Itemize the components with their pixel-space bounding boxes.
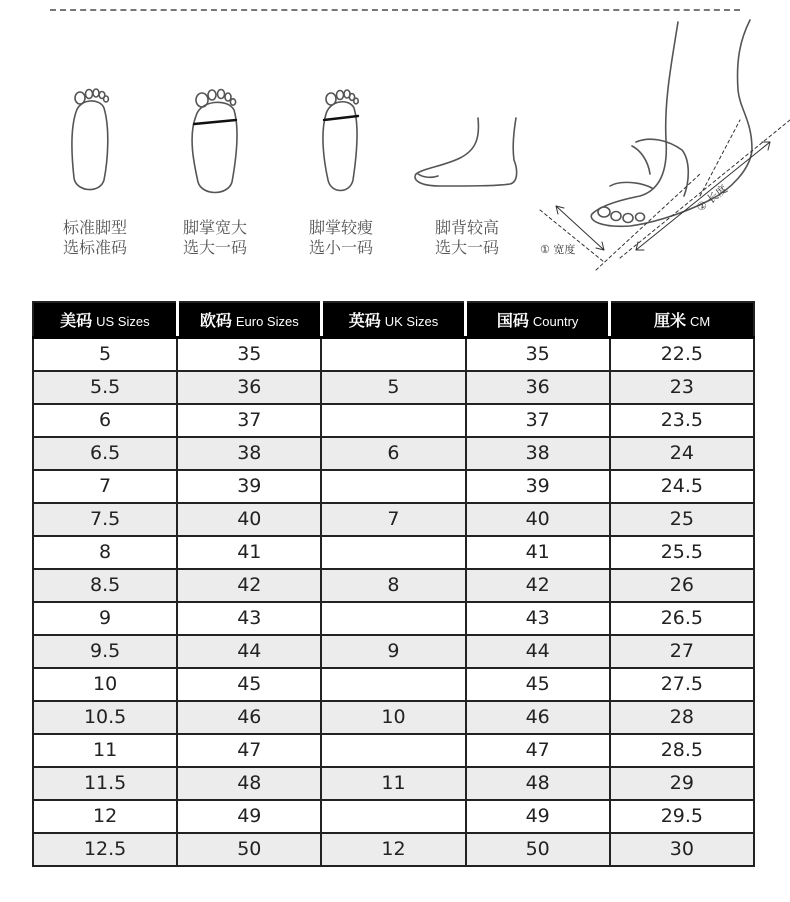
country-size-cell: 48 <box>466 767 610 800</box>
header-cn-label: 美码 <box>60 311 93 330</box>
us-size-cell: 12.5 <box>33 833 177 866</box>
length-measure-label: ② 长度 <box>694 182 730 215</box>
uk-size-cell <box>321 404 465 437</box>
euro-size-cell: 47 <box>177 734 321 767</box>
country-size-cell: 37 <box>466 404 610 437</box>
cm-cell: 29 <box>610 767 754 800</box>
size-chart-header-row <box>33 302 754 338</box>
uk-size-cell <box>321 800 465 833</box>
us-size-header <box>33 302 177 338</box>
country-size-cell: 35 <box>466 338 610 372</box>
foot-caption-wide: 脚掌宽大 选大一码 <box>182 218 247 257</box>
wide-foot-icon <box>192 90 237 193</box>
country-size-cell: 49 <box>466 800 610 833</box>
us-size-cell: 10.5 <box>33 701 177 734</box>
cm-cell: 24 <box>610 437 754 470</box>
euro-size-header <box>177 302 321 338</box>
country-size-cell: 45 <box>466 668 610 701</box>
euro-size-cell: 37 <box>177 404 321 437</box>
cm-cell: 28.5 <box>610 734 754 767</box>
country-size-cell: 36 <box>466 371 610 404</box>
country-size-cell: 42 <box>466 569 610 602</box>
narrow-foot-icon <box>323 90 358 191</box>
cm-cell: 29.5 <box>610 800 754 833</box>
table-row <box>33 800 754 833</box>
uk-size-cell: 9 <box>321 635 465 668</box>
header-cn-label: 国码 <box>496 311 529 330</box>
euro-size-cell: 38 <box>177 437 321 470</box>
cm-cell: 23 <box>610 371 754 404</box>
us-size-cell: 11.5 <box>33 767 177 800</box>
table-row <box>33 635 754 668</box>
uk-size-cell: 12 <box>321 833 465 866</box>
cm-cell: 27.5 <box>610 668 754 701</box>
cm-cell: 26.5 <box>610 602 754 635</box>
uk-size-cell: 8 <box>321 569 465 602</box>
us-size-cell: 8 <box>33 536 177 569</box>
country-size-cell: 50 <box>466 833 610 866</box>
euro-size-cell: 50 <box>177 833 321 866</box>
size-chart-body <box>33 338 754 867</box>
table-row <box>33 503 754 536</box>
country-size-cell: 41 <box>466 536 610 569</box>
euro-size-cell: 43 <box>177 602 321 635</box>
cm-cell: 27 <box>610 635 754 668</box>
uk-size-cell: 6 <box>321 437 465 470</box>
table-row <box>33 536 754 569</box>
table-row <box>33 767 754 800</box>
uk-size-cell <box>321 668 465 701</box>
width-measure-label: ① 宽度 <box>540 243 576 256</box>
country-size-cell: 46 <box>466 701 610 734</box>
country-size-cell: 39 <box>466 470 610 503</box>
uk-size-cell <box>321 338 465 372</box>
cm-cell: 26 <box>610 569 754 602</box>
us-size-cell: 12 <box>33 800 177 833</box>
euro-size-cell: 45 <box>177 668 321 701</box>
size-chart-table <box>32 301 755 867</box>
uk-size-cell <box>321 602 465 635</box>
euro-size-cell: 35 <box>177 338 321 372</box>
euro-size-cell: 44 <box>177 635 321 668</box>
cm-header <box>610 302 754 338</box>
euro-size-cell: 42 <box>177 569 321 602</box>
us-size-cell: 7.5 <box>33 503 177 536</box>
uk-size-cell: 5 <box>321 371 465 404</box>
us-size-cell: 5 <box>33 338 177 372</box>
euro-size-cell: 46 <box>177 701 321 734</box>
cm-cell: 25 <box>610 503 754 536</box>
country-size-cell: 44 <box>466 635 610 668</box>
country-size-cell: 38 <box>466 437 610 470</box>
header-cn-label: 欧码 <box>199 311 232 330</box>
high-instep-foot-icon <box>415 118 517 186</box>
table-row <box>33 701 754 734</box>
country-size-cell: 43 <box>466 602 610 635</box>
uk-size-header <box>321 302 465 338</box>
us-size-cell: 10 <box>33 668 177 701</box>
euro-size-cell: 39 <box>177 470 321 503</box>
us-size-cell: 6.5 <box>33 437 177 470</box>
header-en-label: Country <box>532 314 579 329</box>
table-row <box>33 338 754 372</box>
table-row <box>33 404 754 437</box>
table-row <box>33 602 754 635</box>
us-size-cell: 8.5 <box>33 569 177 602</box>
table-row <box>33 569 754 602</box>
us-size-cell: 9 <box>33 602 177 635</box>
table-row <box>33 734 754 767</box>
country-size-header <box>466 302 610 338</box>
us-size-cell: 6 <box>33 404 177 437</box>
header-en-label: UK Sizes <box>384 314 439 329</box>
table-row <box>33 437 754 470</box>
uk-size-cell: 11 <box>321 767 465 800</box>
cm-cell: 24.5 <box>610 470 754 503</box>
header-cn-label: 英码 <box>348 311 381 330</box>
euro-size-cell: 41 <box>177 536 321 569</box>
table-row <box>33 371 754 404</box>
header-cn-label: 厘米 <box>654 311 687 330</box>
cm-cell: 22.5 <box>610 338 754 372</box>
foot-caption-narrow: 脚掌较瘦 选小一码 <box>308 218 373 257</box>
cm-cell: 25.5 <box>610 536 754 569</box>
uk-size-cell: 10 <box>321 701 465 734</box>
uk-size-cell <box>321 734 465 767</box>
euro-size-cell: 36 <box>177 371 321 404</box>
foot-caption-standard: 标准脚型 选标准码 <box>62 218 127 257</box>
standard-foot-icon <box>72 89 108 190</box>
country-size-cell: 47 <box>466 734 610 767</box>
cm-cell: 30 <box>610 833 754 866</box>
us-size-cell: 7 <box>33 470 177 503</box>
header-en-label: US Sizes <box>96 314 150 329</box>
uk-size-cell <box>321 470 465 503</box>
uk-size-cell: 7 <box>321 503 465 536</box>
uk-size-cell <box>321 536 465 569</box>
foot-caption-high-instep: 脚背较高 选大一码 <box>434 218 499 257</box>
cm-cell: 28 <box>610 701 754 734</box>
cm-cell: 23.5 <box>610 404 754 437</box>
us-size-cell: 11 <box>33 734 177 767</box>
euro-size-cell: 49 <box>177 800 321 833</box>
us-size-cell: 9.5 <box>33 635 177 668</box>
country-size-cell: 40 <box>466 503 610 536</box>
us-size-cell: 5.5 <box>33 371 177 404</box>
header-en-label: CM <box>690 314 711 329</box>
euro-size-cell: 48 <box>177 767 321 800</box>
table-row <box>33 668 754 701</box>
table-row <box>33 470 754 503</box>
header-en-label: Euro Sizes <box>235 314 299 329</box>
table-row <box>33 833 754 866</box>
euro-size-cell: 40 <box>177 503 321 536</box>
